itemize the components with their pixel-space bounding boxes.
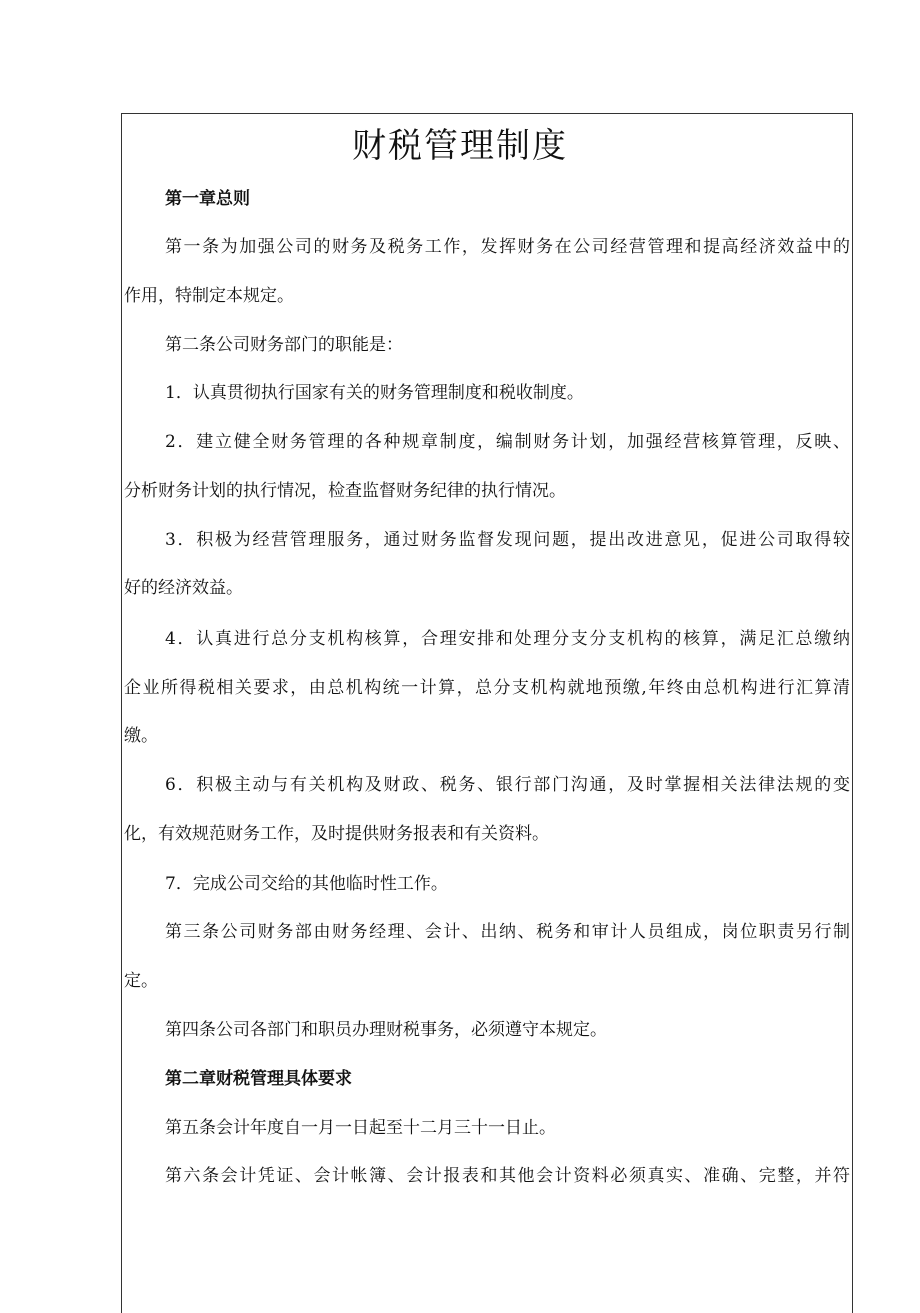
article-6-line-1: 第六条会计凭证、会计帐簿、会计报表和其他会计资料必须真实、准确、完整，并符 xyxy=(165,1166,850,1186)
item-6-line-2: 化，有效规范财务工作，及时提供财务报表和有关资料。 xyxy=(124,824,549,844)
item-3-line-1: 3．积极为经营管理服务，通过财务监督发现问题，提出改进意见，促进公司取得较 xyxy=(165,530,850,550)
item-4-line-3: 缴。 xyxy=(124,726,158,746)
article-4: 第四条公司各部门和职员办理财税事务，必须遵守本规定。 xyxy=(165,1020,607,1040)
item-4-line-2: 企业所得税相关要求，由总机构统一计算，总分支机构就地预缴,年终由总机构进行汇算清 xyxy=(124,678,850,698)
document-title: 财税管理制度 xyxy=(352,126,568,166)
article-1-line-2: 作用，特制定本规定。 xyxy=(124,286,294,306)
article-5: 第五条会计年度自一月一日起至十二月三十一日止。 xyxy=(165,1118,556,1138)
article-1-line-1: 第一条为加强公司的财务及税务工作，发挥财务在公司经营管理和提高经济效益中的 xyxy=(165,237,850,257)
article-2: 第二条公司财务部门的职能是： xyxy=(165,335,403,355)
article-3-line-2: 定。 xyxy=(124,971,158,991)
chapter-2-heading: 第二章财税管理具体要求 xyxy=(165,1069,352,1089)
item-6-line-1: 6．积极主动与有关机构及财政、税务、银行部门沟通，及时掌握相关法律法规的变 xyxy=(165,775,850,795)
article-3-line-1: 第三条公司财务部由财务经理、会计、出纳、税务和审计人员组成，岗位职责另行制 xyxy=(165,922,850,942)
item-2-line-2: 分析财务计划的执行情况，检查监督财务纪律的执行情况。 xyxy=(124,481,566,501)
item-3-line-2: 好的经济效益。 xyxy=(124,578,243,598)
item-4-line-1: 4．认真进行总分支机构核算，合理安排和处理分支分支机构的核算，满足汇总缴纳 xyxy=(165,629,850,649)
item-7: 7．完成公司交给的其他临时性工作。 xyxy=(165,874,448,894)
chapter-1-heading: 第一章总则 xyxy=(165,189,250,209)
item-1: 1．认真贯彻执行国家有关的财务管理制度和税收制度。 xyxy=(165,383,584,403)
item-2-line-1: 2．建立健全财务管理的各种规章制度，编制财务计划，加强经营核算管理，反映、 xyxy=(165,432,850,452)
